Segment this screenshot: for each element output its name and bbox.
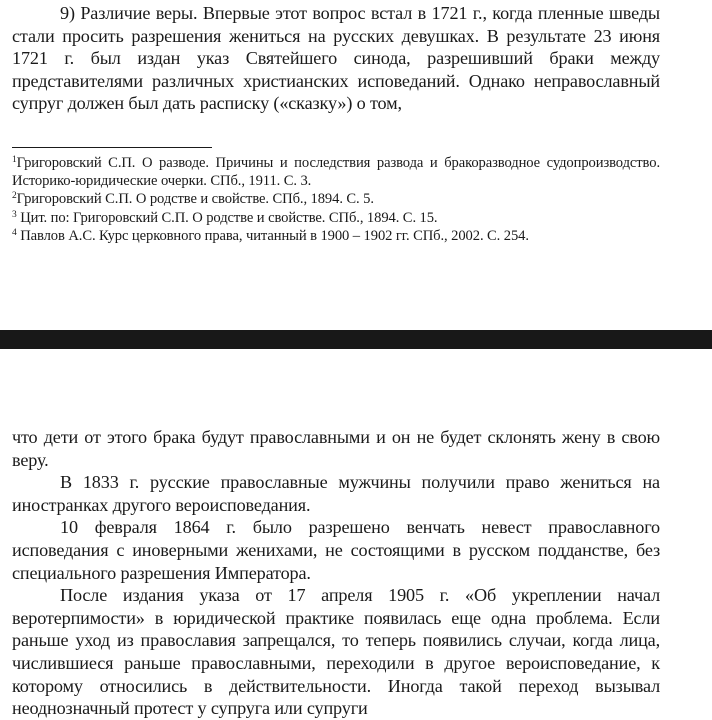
footnotes [12,154,660,245]
footnote-separator [12,147,212,148]
footnote-number: 4 [12,227,17,238]
footnote-4 [12,227,660,245]
paragraph-continued: что дети от этого брака будут православными и он не будет склонять жену в свою веру. [12,427,660,470]
footnote-2 [12,190,660,208]
body-text [12,426,660,720]
footnote-text: Григоровский С.П. О родстве и свойстве. СПб., 1894. С. 5. [16,191,374,208]
page-break-bar [0,330,712,349]
footnote-1 [12,154,660,190]
paragraph-1905: После издания указа от 17 апреля 1905 г. «Об укреплении начал веротерпимости» в юридической практике появилась еще одна проблема. Если раньше уход из православия запрещался, то теперь появились случаи, когда лица, числившиеся раньше православными, переходили в другое вероисповедание, к которому относились в действительности. Иногда такой переход вызывал неоднозначный протест у супруга или супруги [12,585,660,719]
body-text [12,2,660,115]
document-page-top [0,0,712,330]
footnote-text: Цит. по: Григоровский С.П. О родстве и свойстве. СПб., 1894. С. 15. [16,209,438,226]
footnote-number: 3 [12,209,17,220]
footnote-text: Павлов А.С. Курс церковного права, читанный в 1900 – 1902 гг. СПб., 2002. С. 254. [16,227,529,244]
paragraph-religion-difference: 9) Различие веры. Впервые этот вопрос встал в 1721 г., когда пленные шведы стали просить разрешения жениться на русских девушках. В результате 23 июня 1721 г. был издан указ Святейшего синода, разрешивший браки между представителями различных христианских исповеданий. Однако неправославный супруг должен был дать расписку («сказку») о том, [12,3,660,114]
paragraph-1864: 10 февраля 1864 г. было разрешено венчать невест православного исповедания с иноверными женихами, не состоящими в русском подданстве, без специального разрешения Императора. [12,517,660,583]
footnote-3 [12,209,660,227]
paragraph-1833: В 1833 г. русские православные мужчины получили право жениться на иностранках другого вероисповедания. [12,472,660,515]
footnote-number: 2 [12,191,17,202]
footnote-text: Григоровский С.П. О разводе. Причины и последствия развода и бракоразводное судопроизводство. Историко-юридические очерки. СПб., 1911. С. 3. [12,155,660,190]
footnote-number: 1 [12,155,17,165]
document-page-bottom [0,349,712,719]
